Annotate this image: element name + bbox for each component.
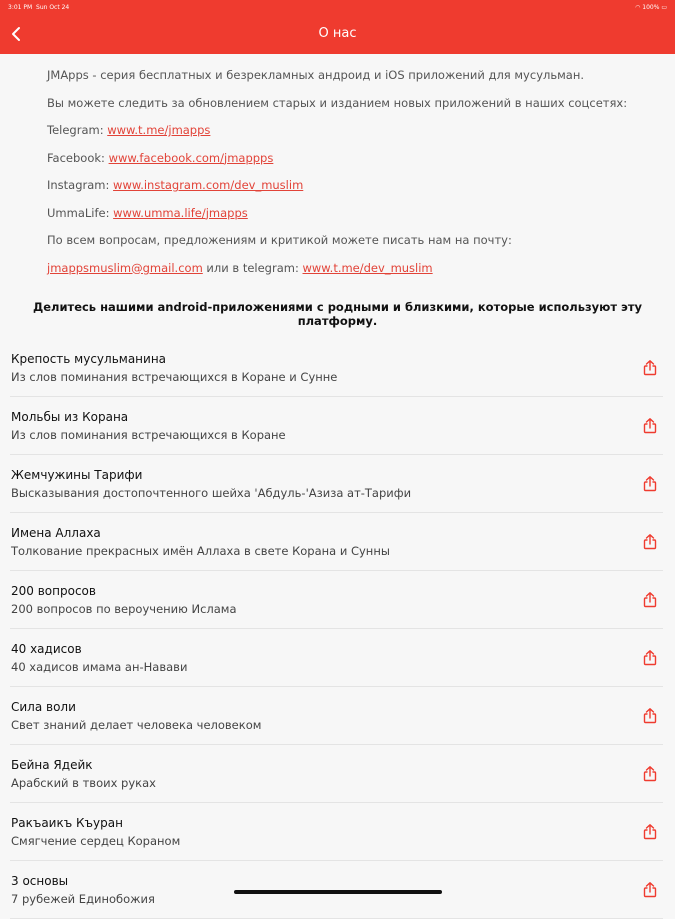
- list-item[interactable]: [10, 339, 663, 397]
- instagram-label: Instagram:: [47, 178, 114, 192]
- app-title: Бейна Ядейк: [11, 758, 93, 772]
- list-item[interactable]: [10, 687, 663, 745]
- app-subtitle: Арабский в твоих руках: [11, 776, 156, 790]
- app-title: Сила воли: [11, 700, 76, 714]
- wifi-icon: ◠: [635, 4, 641, 11]
- page-title: О нас: [318, 26, 357, 41]
- apps-list: [0, 339, 675, 919]
- app-bar: [0, 0, 675, 54]
- facebook-line: [47, 145, 657, 173]
- share-icon[interactable]: [641, 417, 659, 435]
- about-contact: По всем вопросам, предложениям и критикой можете писать нам на почту:: [47, 233, 512, 247]
- app-subtitle: 40 хадисов имама ан-Навави: [11, 660, 188, 674]
- app-subtitle: Толкование прекрасных имён Аллаха в свете Корана и Сунны: [11, 544, 390, 558]
- app-subtitle: Высказывания достопочтенного шейха 'Абдуль-'Азиза ат-Тарифи: [11, 486, 412, 500]
- telegram-line: [47, 117, 657, 145]
- app-title: 200 вопросов: [11, 584, 96, 598]
- share-icon[interactable]: [641, 881, 659, 899]
- list-item[interactable]: [10, 513, 663, 571]
- share-icon[interactable]: [641, 765, 659, 783]
- about-section: [47, 62, 657, 282]
- facebook-label: Facebook:: [47, 150, 109, 165]
- status-time-date: [8, 4, 69, 11]
- app-subtitle: 7 рубежей Единобожия: [11, 892, 155, 906]
- app-subtitle: Из слов поминания встречающихся в Коране и Сунне: [11, 370, 338, 384]
- about-follow: Вы можете следить за обновлением старых и изданием новых приложений в наших соцсетях:: [47, 95, 628, 110]
- telegram-link[interactable]: www.t.me/jmapps: [107, 123, 211, 137]
- app-title: Мольбы из Корана: [11, 410, 129, 424]
- battery-level: 100%: [642, 4, 660, 11]
- status-date: Sun Oct 24: [36, 4, 70, 11]
- app-subtitle: Из слов поминания встречающихся в Коране: [11, 428, 286, 442]
- ummalife-label: UmmaLife:: [47, 205, 114, 220]
- home-indicator[interactable]: [234, 890, 442, 894]
- app-subtitle: 200 вопросов по вероучению Ислама: [11, 602, 237, 616]
- app-title: Ракъаикъ Къуран: [11, 816, 123, 830]
- ummalife-link[interactable]: www.umma.life/jmapps: [113, 205, 248, 220]
- status-bar: [0, 0, 675, 16]
- battery-icon: ▭: [661, 4, 667, 11]
- app-title: Крепость мусульманина: [11, 352, 167, 366]
- app-subtitle: Смягчение сердец Кораном: [11, 834, 181, 848]
- contact-line: [47, 255, 657, 283]
- ummalife-line: [47, 200, 657, 228]
- facebook-link[interactable]: www.facebook.com/jmappps: [108, 150, 274, 165]
- share-icon[interactable]: [641, 707, 659, 725]
- about-intro: JMApps - серия бесплатных и безрекламных андроид и iOS приложений для мусульман.: [47, 68, 585, 82]
- app-title: 40 хадисов: [11, 642, 82, 656]
- status-battery: [635, 4, 667, 11]
- share-icon[interactable]: [641, 823, 659, 841]
- dev-telegram-link[interactable]: www.t.me/dev_muslim: [302, 260, 433, 275]
- app-subtitle: Свет знаний делает человека человеком: [11, 718, 262, 732]
- status-time: 3:01 PM: [8, 4, 33, 11]
- app-title: Имена Аллаха: [11, 526, 101, 540]
- list-item[interactable]: [10, 571, 663, 629]
- list-item[interactable]: [10, 455, 663, 513]
- share-icon[interactable]: [641, 533, 659, 551]
- email-link[interactable]: jmappsmuslim@gmail.com: [47, 260, 203, 275]
- telegram-label: Telegram:: [47, 123, 108, 137]
- or-telegram-text: или в telegram:: [202, 260, 303, 275]
- list-item[interactable]: [10, 629, 663, 687]
- instagram-line: [47, 172, 657, 200]
- share-icon[interactable]: [641, 649, 659, 667]
- share-icon[interactable]: [641, 591, 659, 609]
- instagram-link[interactable]: www.instagram.com/dev_muslim: [113, 178, 304, 192]
- list-item[interactable]: [10, 397, 663, 455]
- share-note: Делитесь нашими android-приложениями с родными и близкими, которые используют эту платформу.: [33, 300, 642, 328]
- list-item[interactable]: [10, 803, 663, 861]
- share-icon[interactable]: [641, 359, 659, 377]
- app-title: 3 основы: [11, 874, 69, 888]
- list-item[interactable]: [10, 745, 663, 803]
- app-title: Жемчужины Тарифи: [11, 468, 143, 482]
- share-icon[interactable]: [641, 475, 659, 493]
